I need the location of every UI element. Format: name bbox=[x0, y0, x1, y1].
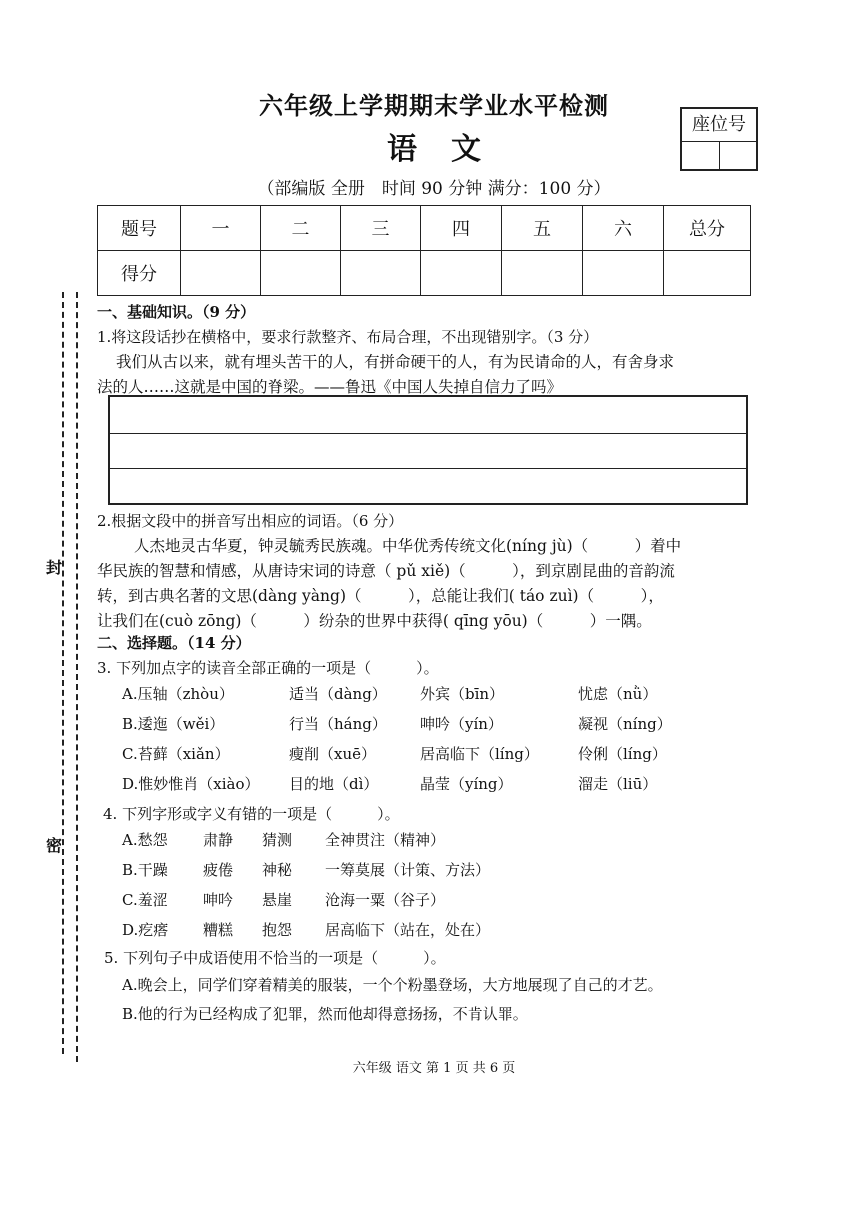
score-header-cell: 五 bbox=[502, 206, 583, 251]
score-cell[interactable] bbox=[341, 251, 421, 296]
score-cell[interactable] bbox=[181, 251, 261, 296]
question-prompt: 4. 下列字形或字义有错的一项是（ ）。 bbox=[103, 805, 400, 823]
passage-line: 让我们在(cuò zōng)（ ）纷杂的世界中获得( qīng yōu)（ ）一隅。 bbox=[97, 612, 652, 630]
passage-line: 华民族的智慧和情感，从唐诗宋词的诗意（ pǔ xiě)（ ），到京剧昆曲的音韵流 bbox=[97, 562, 675, 580]
score-cell[interactable] bbox=[583, 251, 664, 296]
option-d-item: 居高临下（站在，处在） bbox=[325, 921, 491, 939]
option-d-item: 溜走（liū） bbox=[578, 775, 658, 793]
option-b-sentence: B.他的行为已经构成了犯罪，然而他却得意扬扬，不肯认罪。 bbox=[122, 1005, 528, 1023]
option-a-item: A.压轴（zhòu） bbox=[122, 685, 234, 703]
side-char-feng: 封 bbox=[46, 555, 62, 578]
score-header-cell: 题号 bbox=[98, 206, 181, 251]
exam-subject: 语文 bbox=[387, 132, 515, 167]
option-c-item: C.苔藓（xiǎn） bbox=[122, 745, 230, 763]
passage-line: 人杰地灵古华夏，钟灵毓秀民族魂。中华优秀传统文化(níng jù)（ ）着中 bbox=[134, 537, 682, 555]
option-c-item: 沧海一粟（谷子） bbox=[325, 891, 446, 909]
option-b-item: 一筹莫展（计策、方法） bbox=[325, 861, 491, 879]
option-b-item: B.干躁 bbox=[122, 861, 168, 879]
copy-writing-box[interactable] bbox=[108, 395, 748, 505]
side-char-mi: 密 bbox=[46, 833, 62, 856]
score-header-cell: 一 bbox=[181, 206, 261, 251]
option-c-item: C.羞涩 bbox=[122, 891, 168, 909]
question-prompt: 1.将这段话抄在横格中，要求行款整齐、布局合理，不出现错别字。（3 分） bbox=[97, 328, 599, 346]
score-cell[interactable] bbox=[502, 251, 583, 296]
score-table bbox=[97, 205, 751, 296]
score-cell[interactable] bbox=[421, 251, 502, 296]
option-b-item: 行当（háng） bbox=[289, 715, 387, 733]
option-d-item: D.惟妙惟肖（xiào） bbox=[122, 775, 260, 793]
seat-number-cell[interactable] bbox=[682, 142, 720, 171]
option-a-item: 猜测 bbox=[262, 831, 293, 849]
option-c-item: 伶俐（líng） bbox=[578, 745, 667, 763]
option-c-item: 呻吟 bbox=[203, 891, 234, 909]
exam-edition: （部编版 全册 时间 90 分钟 满分：100 分） bbox=[257, 179, 611, 199]
passage-line: 我们从古以来，就有埋头苦干的人，有拼命硬干的人，有为民请命的人，有舍身求 bbox=[116, 353, 675, 371]
option-b-item: 疲倦 bbox=[203, 861, 234, 879]
option-a-item: 外宾（bīn） bbox=[420, 685, 505, 703]
option-b-item: 神秘 bbox=[262, 861, 293, 879]
seat-number-box bbox=[680, 107, 758, 171]
option-a-item: 忧虑（nǜ） bbox=[578, 685, 658, 703]
question-prompt: 2.根据文段中的拼音写出相应的词语。（6 分） bbox=[97, 512, 404, 530]
writing-line bbox=[110, 433, 746, 434]
option-b-item: B.逶迤（wěi） bbox=[122, 715, 225, 733]
binding-line-outer bbox=[62, 292, 64, 1054]
page-footer: 六年级 语文 第 1 页 共 6 页 bbox=[352, 1061, 516, 1076]
score-row-label: 得分 bbox=[98, 251, 181, 296]
option-b-item: 凝视（níng） bbox=[578, 715, 672, 733]
option-a-item: 全神贯注（精神） bbox=[325, 831, 446, 849]
option-b-item: 呻吟（yín） bbox=[420, 715, 503, 733]
seat-number-cell[interactable] bbox=[720, 142, 757, 171]
question-prompt: 5. 下列句子中成语使用不恰当的一项是（ ）。 bbox=[104, 949, 446, 967]
writing-line bbox=[110, 468, 746, 469]
score-header-cell: 三 bbox=[341, 206, 421, 251]
option-a-item: 适当（dàng） bbox=[289, 685, 387, 703]
score-cell[interactable] bbox=[261, 251, 341, 296]
score-header-cell: 二 bbox=[261, 206, 341, 251]
option-c-item: 瘦削（xuē） bbox=[289, 745, 376, 763]
seat-number-label: 座位号 bbox=[682, 109, 756, 142]
option-d-item: 抱怨 bbox=[262, 921, 293, 939]
score-cell[interactable] bbox=[664, 251, 751, 296]
passage-line: 法的人……这就是中国的脊梁。——鲁迅《中国人失掉自信力了吗》 bbox=[97, 378, 563, 396]
section-heading: 一、基础知识。（9 分） bbox=[97, 303, 256, 321]
option-c-item: 悬崖 bbox=[262, 891, 293, 909]
option-d-item: 晶莹（yíng） bbox=[420, 775, 513, 793]
question-prompt: 3. 下列加点字的读音全部正确的一项是（ ）。 bbox=[97, 659, 439, 677]
option-d-item: 目的地（dì） bbox=[289, 775, 379, 793]
option-a-item: 肃静 bbox=[203, 831, 234, 849]
binding-line-inner bbox=[76, 292, 78, 1062]
option-d-item: 糟糕 bbox=[203, 921, 234, 939]
option-a-sentence: A.晚会上，同学们穿着精美的服装，一个个粉墨登场，大方地展现了自己的才艺。 bbox=[122, 976, 663, 994]
score-header-cell: 总分 bbox=[664, 206, 751, 251]
exam-title: 六年级上学期期末学业水平检测 bbox=[259, 91, 609, 120]
score-header-cell: 六 bbox=[583, 206, 664, 251]
option-c-item: 居高临下（líng） bbox=[420, 745, 539, 763]
passage-line: 转，到古典名著的文思(dàng yàng)（ ），总能让我们( táo zuì)（ ）， bbox=[97, 587, 664, 605]
score-header-cell: 四 bbox=[421, 206, 502, 251]
section-heading: 二、选择题。（14 分） bbox=[97, 634, 251, 652]
option-a-item: A.愁怨 bbox=[122, 831, 168, 849]
option-d-item: D.疙瘩 bbox=[122, 921, 169, 939]
